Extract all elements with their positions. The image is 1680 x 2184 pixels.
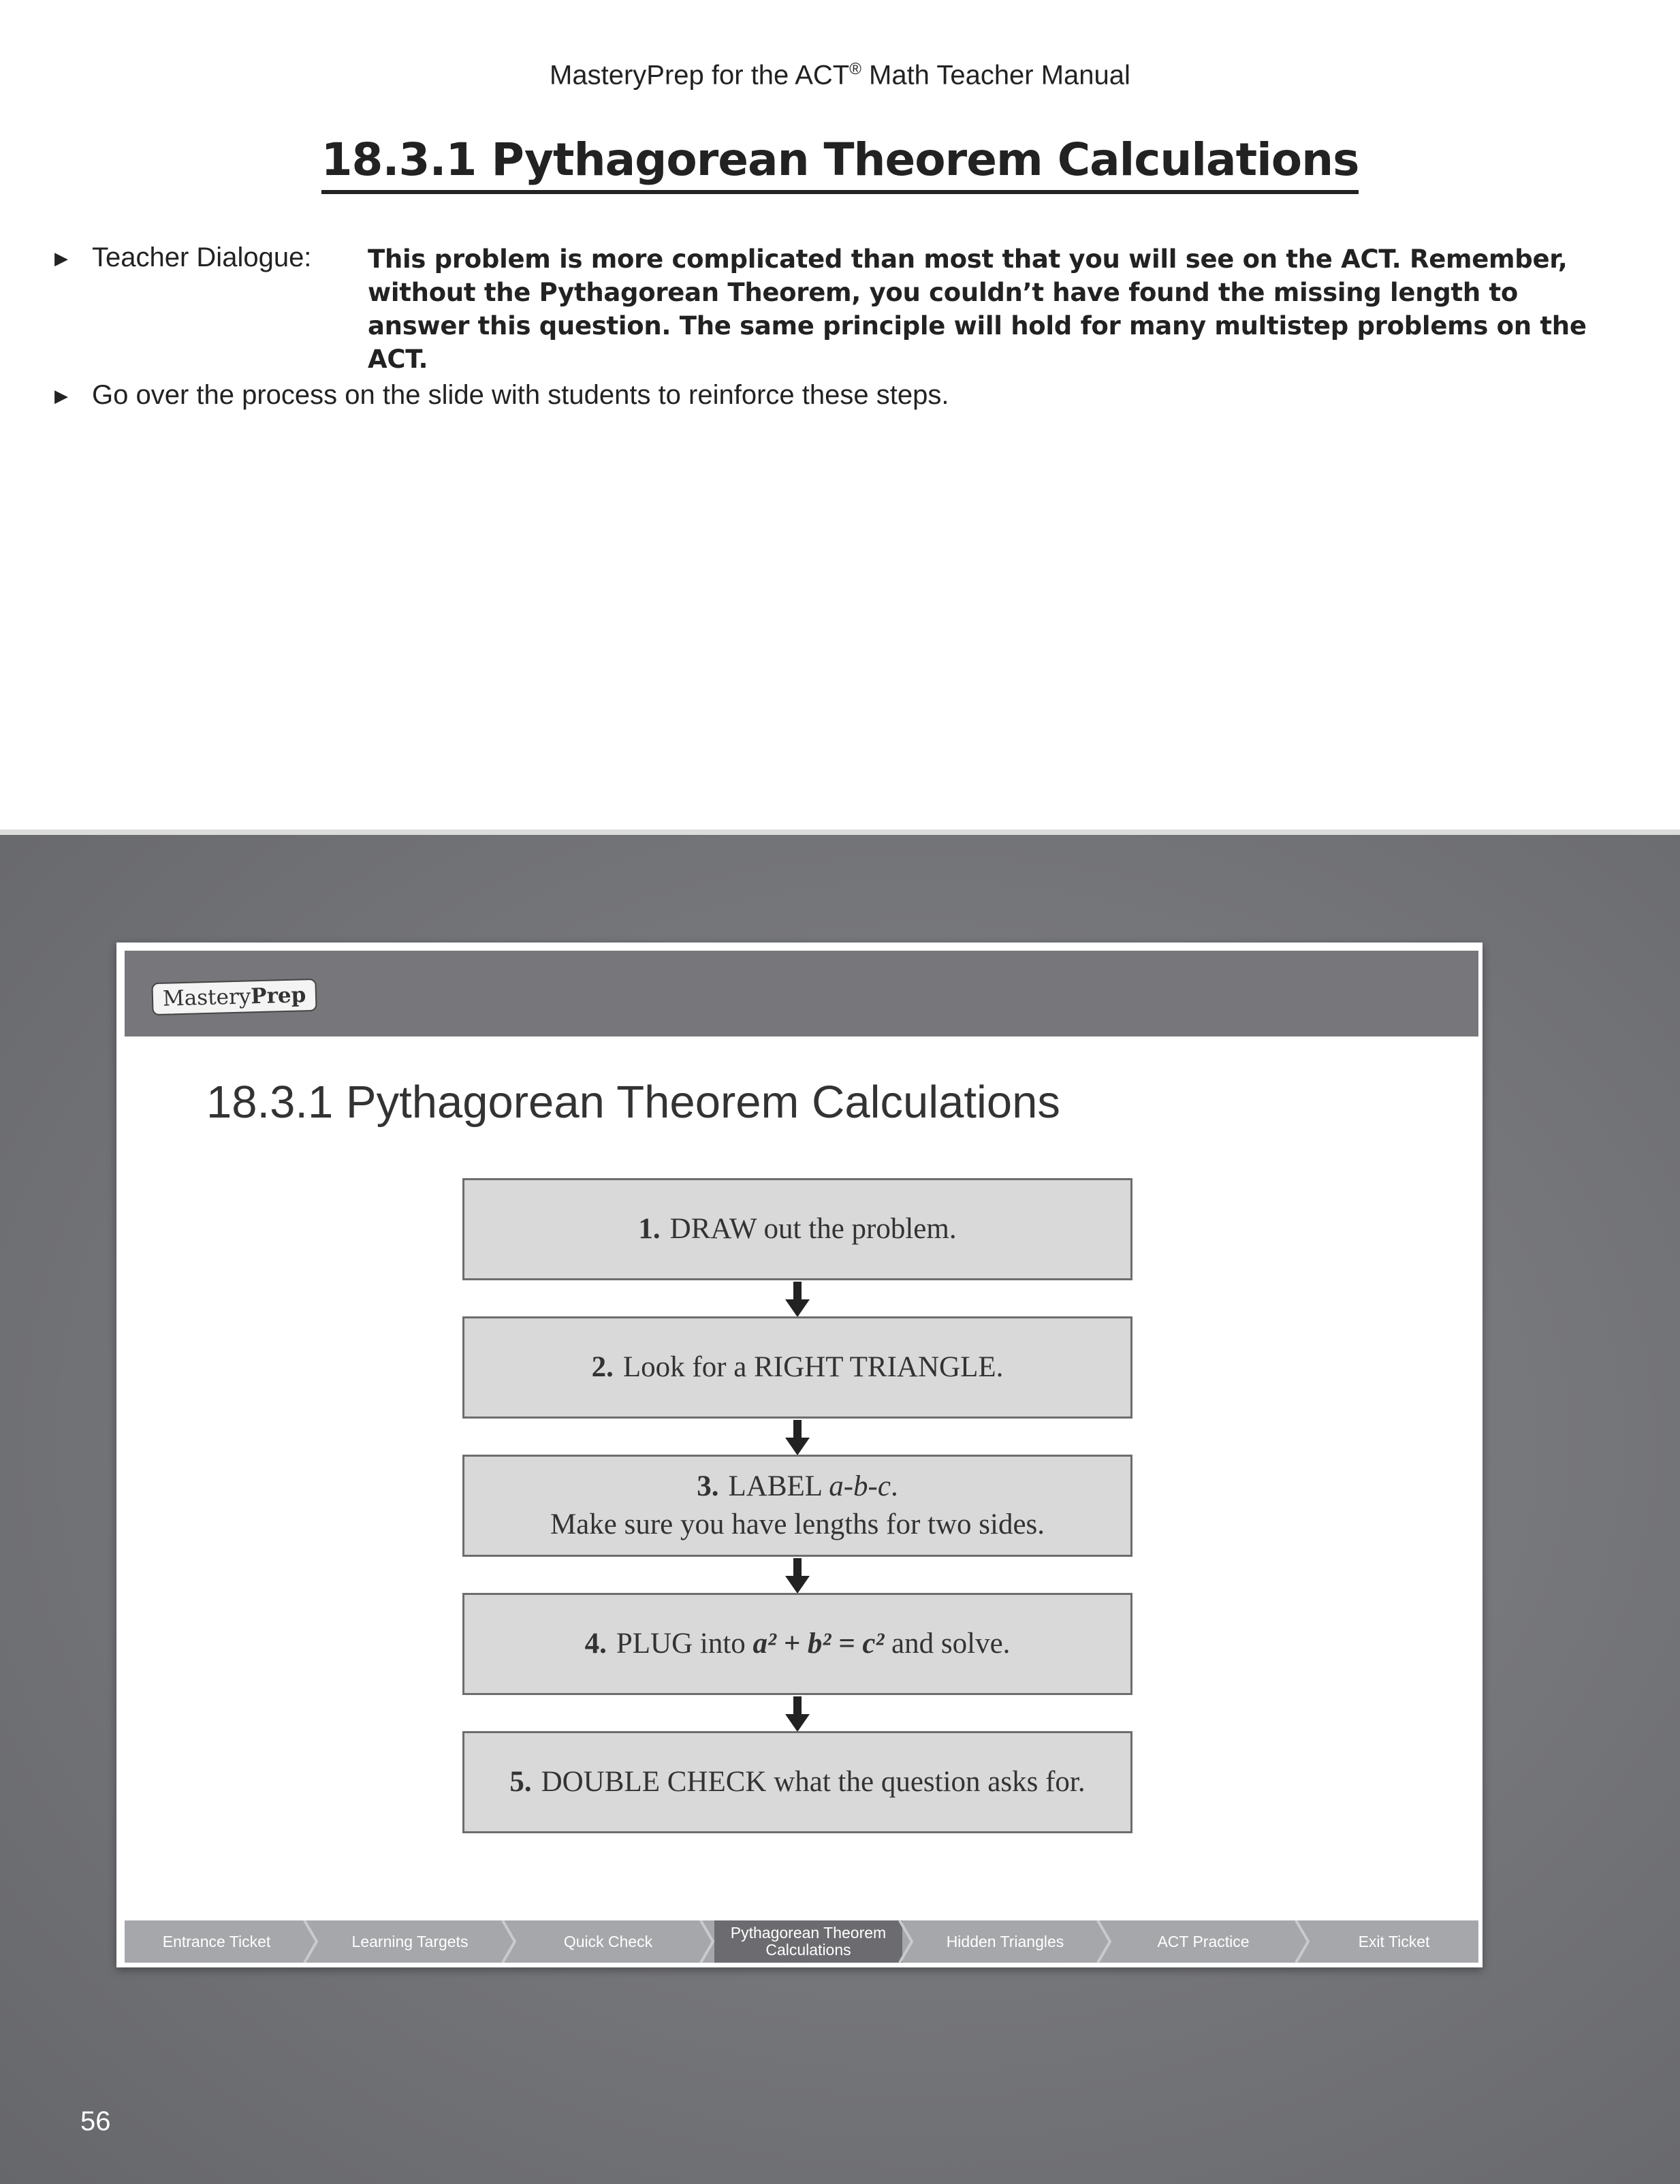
chevron-right-icon: [303, 1920, 318, 1963]
arrow-down-icon: [784, 1282, 811, 1318]
nav-entrance-ticket[interactable]: Entrance Ticket: [162, 1932, 271, 1950]
nav-quick-check[interactable]: Quick Check: [563, 1932, 653, 1950]
bullet-arrow-icon: ▶: [54, 248, 68, 268]
slide: [116, 943, 1483, 1967]
bullet-arrow-icon: ▶: [54, 385, 68, 406]
nav-learning-targets[interactable]: Learning Targets: [351, 1932, 469, 1950]
arrow-down-icon: [784, 1420, 811, 1457]
nav-pythagorean-theorem-calculations[interactable]: Pythagorean Theorem Calculations: [714, 1920, 902, 1963]
masteryprep-logo: MasteryPrep: [151, 979, 317, 1015]
nav-hidden-triangles[interactable]: Hidden Triangles: [946, 1932, 1064, 1950]
page-number: 56: [80, 2106, 111, 2136]
step-5-box: 5. DOUBLE CHECK what the question asks for.: [462, 1731, 1132, 1833]
instruction-text: Go over the process on the slide with students to reinforce these steps.: [92, 380, 949, 410]
running-header: MasteryPrep for the ACT® Math Teacher Manual: [550, 60, 1130, 91]
teacher-dialogue-text: This problem is more complicated than most that you will see on the ACT. Remember, without the Pythagorean Theorem, you couldn’t have found the missing length to answer this question. The same principle will hold for many multistep problems on the ACT.: [368, 244, 1587, 374]
arrow-down-icon: [784, 1558, 811, 1595]
arrow-down-icon: [784, 1696, 811, 1733]
step-3-box: 3. LABEL a-b-c. Make sure you have lengths for two sides.: [462, 1455, 1132, 1557]
chevron-right-icon: [1295, 1920, 1310, 1963]
page-title: 18.3.1 Pythagorean Theorem Calculations: [321, 133, 1359, 194]
teacher-dialogue-label: Teacher Dialogue:: [92, 242, 312, 272]
step-1-box: 1. DRAW out the problem.: [462, 1178, 1132, 1280]
slide-header-bar: [125, 951, 1478, 1036]
slide-title: 18.3.1 Pythagorean Theorem Calculations: [206, 1077, 1060, 1128]
bullet-teacher-dialogue: [54, 242, 1621, 374]
nav-exit-ticket[interactable]: Exit Ticket: [1358, 1932, 1430, 1950]
chevron-right-icon: [1096, 1920, 1111, 1963]
step-2-box: 2. Look for a RIGHT TRIANGLE.: [462, 1316, 1132, 1419]
chevron-right-icon: [699, 1920, 714, 1963]
slide-nav-bar: [125, 1920, 1478, 1963]
chevron-right-icon: [501, 1920, 516, 1963]
nav-act-practice[interactable]: ACT Practice: [1157, 1932, 1250, 1950]
chevron-right-icon: [898, 1920, 913, 1963]
step-4-box: 4. PLUG into a² + b² = c² and solve.: [462, 1593, 1132, 1695]
